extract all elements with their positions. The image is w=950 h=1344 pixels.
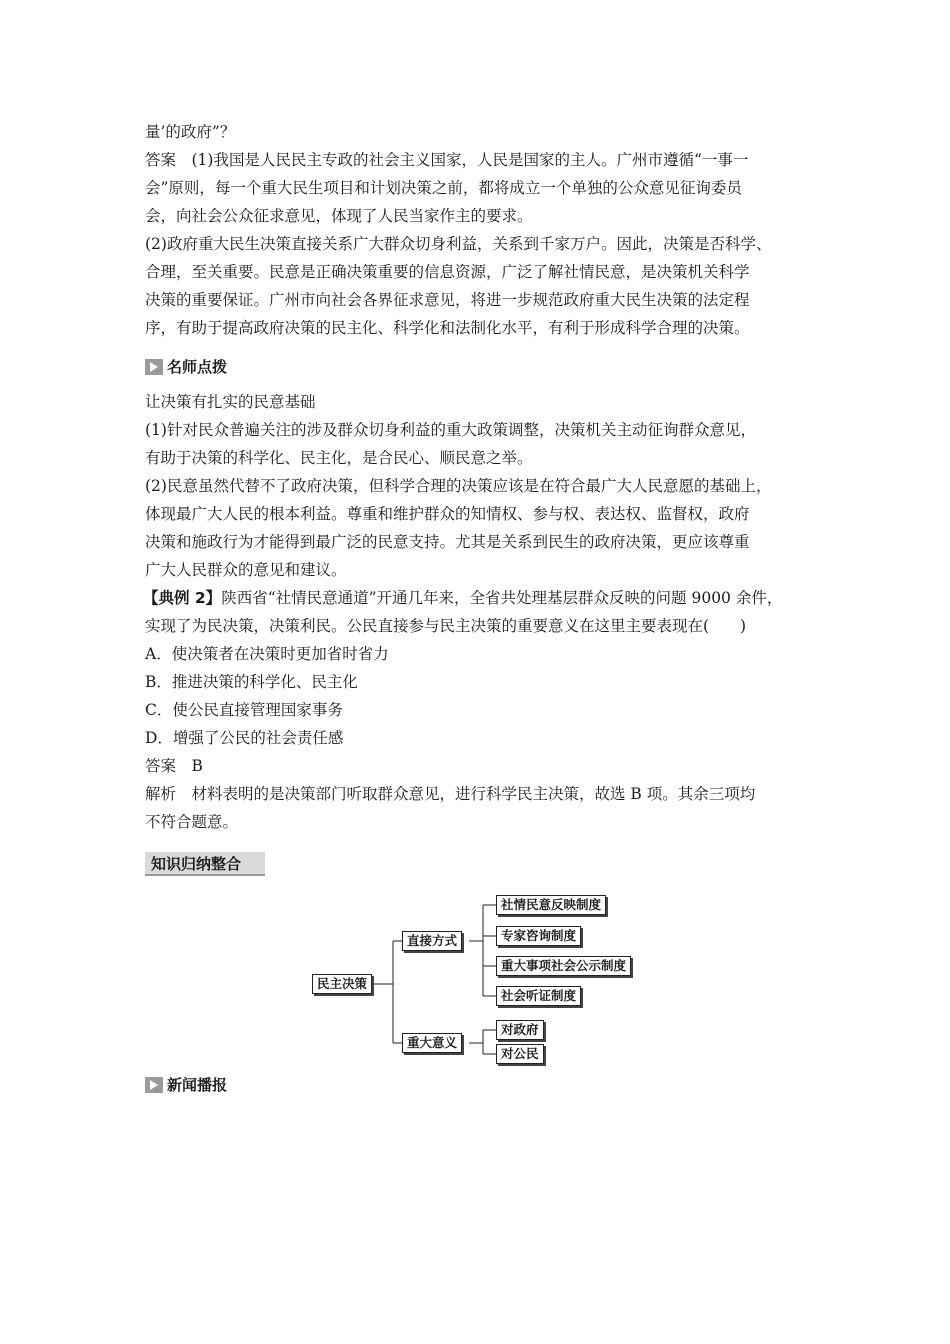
answer-line: 答案 (1)我国是人民民主专政的社会主义国家，人民是国家的主人。广州市遵循“一事一 <box>145 151 749 169</box>
text-line: (1)针对民众普遍关注的涉及群众切身利益的重大政策调整，决策机关主动征询群众意见， <box>145 421 756 439</box>
option-b: B．推进决策的科学化、民主化 <box>145 673 358 691</box>
example-text: 陕西省“社情民意通道”开通几年来，全省共处理基层群众反映的问题 9000 余件， <box>221 589 783 607</box>
text-line: 会，向社会公众征求意见，体现了人民当家作主的要求。 <box>145 207 533 225</box>
text-line: 体现最广大人民的根本利益。尊重和维护群众的知情权、参与权、表达权、监督权，政府 <box>145 505 750 523</box>
text-line: 决策的重要保证。广州市向社会各界征求意见，将进一步规范政府重大民生决策的法定程 <box>145 291 750 309</box>
diagram-leaf-node: 专家咨询制度 <box>496 926 581 946</box>
tip-title: 让决策有扎实的民意基础 <box>145 393 316 411</box>
text-line: (2)政府重大民生决策直接关系广大群众切身利益，关系到千家万户。因此，决策是否科学、 <box>145 235 772 253</box>
option-a: A．使决策者在决策时更加省时省力 <box>145 645 389 663</box>
play-triangle-icon <box>145 1077 163 1093</box>
diagram-leaf-node: 对公民 <box>496 1044 544 1064</box>
diagram-leaf-node: 社会听证制度 <box>496 986 581 1006</box>
diagram-branch-node: 重大意义 <box>402 1033 462 1053</box>
text-line: 会”原则，每一个重大民生项目和计划决策之前，都将成立一个单独的公众意见征询委员 <box>145 179 742 197</box>
text-line: 决策和施政行为才能得到最广泛的民意支持。尤其是关系到民生的政府决策，更应该尊重 <box>145 533 750 551</box>
section-title: 名师点拨 <box>167 358 228 376</box>
section-heading-summary: 知识归纳整合 <box>145 852 265 876</box>
text-line: 合理，至关重要。民意是正确决策重要的信息资源，广泛了解社情民意，是决策机关科学 <box>145 263 750 281</box>
diagram-leaf-node: 社情民意反映制度 <box>496 895 606 915</box>
option-c: C．使公民直接管理国家事务 <box>145 701 343 719</box>
example-tag: 【典例 2】 <box>143 589 222 607</box>
analysis-line: 不符合题意。 <box>145 813 239 831</box>
section-heading-news <box>145 1074 227 1095</box>
text-line: 序，有助于提高政府决策的民主化、科学化和法制化水平，有利于形成科学合理的决策。 <box>145 319 750 337</box>
diagram-branch-node: 直接方式 <box>402 931 462 951</box>
text-line: 有助于决策的科学化、民主化，是合民心、顺民意之举。 <box>145 449 533 467</box>
diagram-leaf-node: 对政府 <box>496 1020 544 1040</box>
text-line: 实现了为民决策，决策利民。公民直接参与民主决策的重要意义在这里主要表现在( ) <box>145 617 747 635</box>
section-title: 新闻播报 <box>167 1076 228 1094</box>
text-line: (2)民意虽然代替不了政府决策，但科学合理的决策应该是在符合最广大人民意愿的基础上， <box>145 477 772 495</box>
diagram-root-node: 民主决策 <box>312 974 372 994</box>
text-line: 量’的政府”？ <box>145 123 236 141</box>
analysis-line: 解析 材料表明的是决策部门听取群众意见，进行科学民主决策，故选 B 项。其余三项均 <box>145 785 756 803</box>
answer-line: 答案 B <box>145 757 203 775</box>
option-d: D．增强了公民的社会责任感 <box>145 729 344 747</box>
diagram-leaf-node: 重大事项社会公示制度 <box>496 956 631 976</box>
text-line: 广大人民群众的意见和建议。 <box>145 561 347 579</box>
